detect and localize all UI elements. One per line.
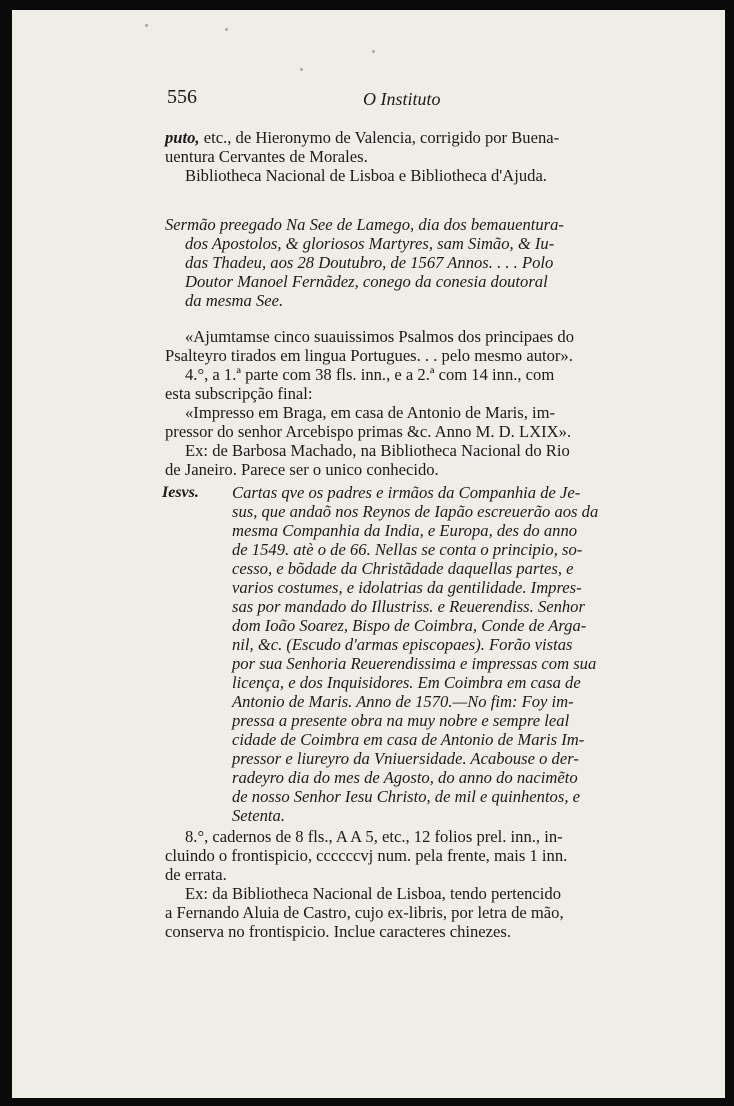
description-line: «Ajumtamse cinco suauissimos Psalmos dos principaes do bbox=[185, 327, 574, 346]
description-line: pressor do senhor Arcebispo primas &c. Anno M. D. LXIX». bbox=[165, 422, 572, 441]
print-speck bbox=[145, 24, 148, 27]
title-line: de nosso Senhor Iesu Christo, de mil e quinhentos, e bbox=[232, 787, 580, 806]
title-line: Doutor Manoel Fernãdez, conego da conesia doutoral bbox=[185, 272, 548, 291]
description-line: de Janeiro. Parece ser o unico conhecido. bbox=[165, 460, 439, 479]
collation-line: 8.°, cadernos de 8 fls., A A 5, etc., 12 folios prel. inn., in- bbox=[185, 827, 563, 846]
cartas-title bbox=[162, 483, 643, 825]
title-line: cesso, e bõdade da Christãdade daquellas partes, e bbox=[232, 559, 574, 578]
sermao-description bbox=[165, 327, 643, 479]
title-line: licença, e dos Inquisidores. Em Coimbra em casa de bbox=[232, 673, 581, 692]
description-line: Psalteyro tirados em lingua Portugues. . . pelo mesmo autor». bbox=[165, 346, 573, 365]
title-line: Antonio de Maris. Anno de 1570.—No fim: Foy im- bbox=[232, 692, 574, 711]
title-line: por sua Senhoria Reuerendissima e impressas com sua bbox=[232, 654, 597, 673]
title-line: da mesma See. bbox=[185, 291, 284, 310]
title-line: Cartas qve os padres e irmãos da Companhia de Je- bbox=[232, 483, 581, 502]
title-line: radeyro dia do mes de Agosto, do anno do nacimẽto bbox=[232, 768, 578, 787]
description-line: «Impresso em Braga, em casa de Antonio de Maris, im- bbox=[185, 403, 556, 422]
description-line: Ex: de Barbosa Machado, na Bibliotheca Nacional do Rio bbox=[185, 441, 570, 460]
entry-sermao bbox=[165, 215, 643, 479]
title-line: dom Ioão Soarez, Bispo de Coimbra, Conde de Arga- bbox=[232, 616, 587, 635]
title-line: Sermão preegado Na See de Lamego, dia dos bemauentura- bbox=[165, 215, 564, 234]
description-line: 4.°, a 1.ª parte com 38 fls. inn., e a 2.ª com 14 inn., com bbox=[185, 365, 555, 384]
title-line: cidade de Coimbra em casa de Antonio de Maris Im- bbox=[232, 730, 585, 749]
entry-location: Bibliotheca Nacional de Lisboa e Bibliotheca d'Ajuda. bbox=[185, 166, 547, 185]
page-header bbox=[167, 86, 643, 116]
book-page bbox=[12, 10, 725, 1098]
title-line: varios costumes, e idolatrias da gentilidade. Impres- bbox=[232, 578, 582, 597]
title-line: mesma Companhia da India, e Europa, des do anno bbox=[232, 521, 578, 540]
title-line: de 1549. atè o de 66. Nellas se conta o principio, so- bbox=[232, 540, 583, 559]
page-number: 556 bbox=[167, 86, 197, 108]
title-line: sas por mandado do Illustriss. e Reuerendiss. Senhor bbox=[232, 597, 585, 616]
print-speck bbox=[372, 50, 375, 53]
entry-continuation bbox=[165, 128, 643, 185]
entry-siglum: Iesvs. bbox=[162, 484, 199, 501]
title-line: nil, &c. (Escudo d'armas episcopaes). Forão vistas bbox=[232, 635, 573, 654]
collation-line: Ex: da Bibliotheca Nacional de Lisboa, tendo pertencido bbox=[185, 884, 562, 903]
collation-line: cluindo o frontispicio, ccccccvj num. pela frente, mais 1 inn. bbox=[165, 846, 568, 865]
collation-line: de errata. bbox=[165, 865, 227, 884]
print-speck bbox=[300, 68, 303, 71]
print-speck bbox=[225, 28, 228, 31]
title-line: Setenta. bbox=[232, 806, 285, 825]
title-line: pressor e liureyro da Vniuersidade. Acabouse o der- bbox=[232, 749, 579, 768]
running-title: O Instituto bbox=[363, 89, 441, 109]
entry-line: uentura Cervantes de Morales. bbox=[165, 147, 368, 166]
cartas-collation bbox=[165, 827, 643, 941]
entry-lead-word: puto, bbox=[165, 128, 200, 147]
entry-cartas bbox=[162, 483, 643, 825]
description-line: esta subscripção final: bbox=[165, 384, 313, 403]
collation-line: a Fernando Aluia de Castro, cujo ex-libris, por letra de mão, bbox=[165, 903, 564, 922]
entry-line: puto, etc., de Hieronymo de Valencia, corrigido por Buena- bbox=[165, 128, 560, 147]
sermao-title bbox=[165, 215, 643, 310]
title-line: pressa a presente obra na muy nobre e sempre leal bbox=[232, 711, 570, 730]
collation-line: conserva no frontispicio. Inclue caracteres chinezes. bbox=[165, 922, 511, 941]
title-line: dos Apostolos, & gloriosos Martyres, sam Simão, & Iu- bbox=[185, 234, 555, 253]
title-line: das Thadeu, aos 28 Doutubro, de 1567 Annos. . . . Polo bbox=[185, 253, 554, 272]
title-line: sus, que andaõ nos Reynos de Iapão escreuerão aos da bbox=[232, 502, 599, 521]
